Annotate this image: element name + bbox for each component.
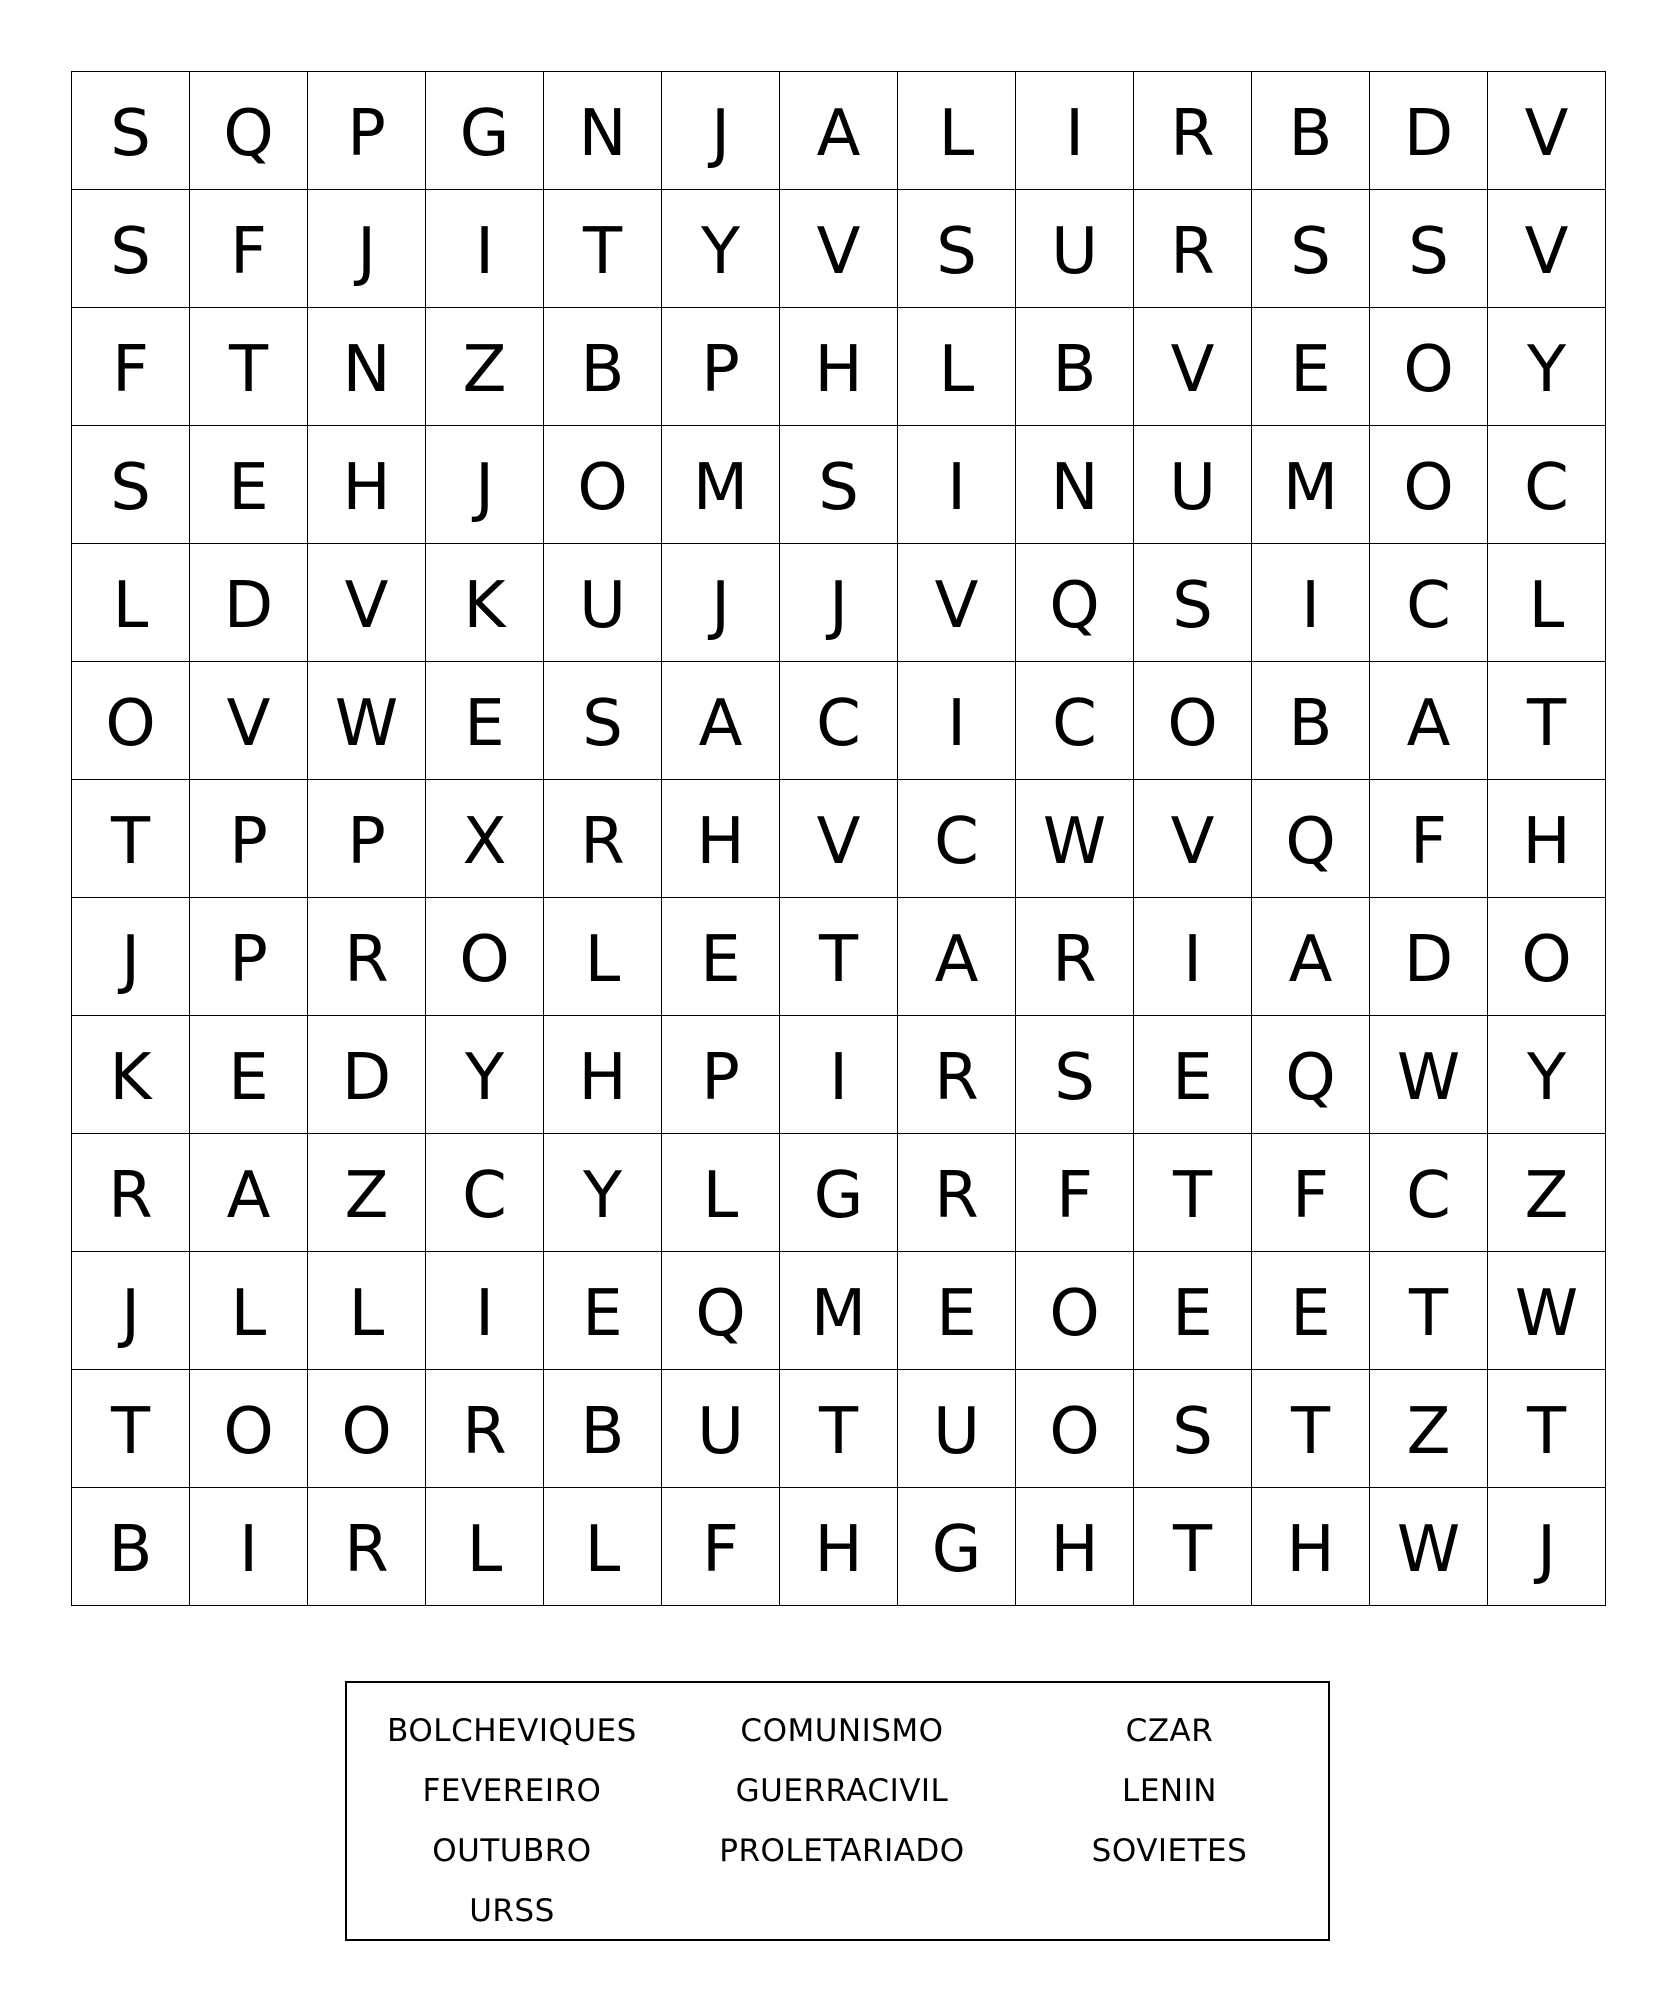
grid-cell[interactable]: Y [426,1016,544,1134]
letter-grid [71,71,1606,1606]
grid-cell[interactable]: V [190,662,308,780]
grid-cell[interactable]: I [1016,72,1134,190]
grid-cell[interactable]: R [898,1134,1016,1252]
grid-cell[interactable]: N [308,308,426,426]
word-list-box [345,1681,1330,1941]
word-list-item: GUERRACIVIL [735,1773,949,1809]
grid-cell[interactable]: B [1252,662,1370,780]
grid-cell[interactable]: H [780,308,898,426]
grid-cell[interactable]: Q [190,72,308,190]
grid-cell[interactable]: A [780,72,898,190]
grid-cell[interactable]: O [308,1370,426,1488]
grid-cell[interactable]: C [1488,426,1606,544]
grid-cell[interactable]: Y [1488,1016,1606,1134]
grid-cell[interactable]: Q [1252,780,1370,898]
grid-cell[interactable]: O [1016,1252,1134,1370]
grid-cell[interactable]: H [662,780,780,898]
grid-cell[interactable]: T [780,1370,898,1488]
grid-cell[interactable]: H [1016,1488,1134,1606]
grid-cell[interactable]: J [662,544,780,662]
grid-cell[interactable]: I [898,662,1016,780]
grid-cell[interactable]: T [1252,1370,1370,1488]
grid-cell[interactable]: J [426,426,544,544]
grid-cell[interactable]: R [898,1016,1016,1134]
grid-cell[interactable]: A [1252,898,1370,1016]
grid-cell[interactable]: W [1016,780,1134,898]
grid-cell[interactable]: S [72,426,190,544]
grid-cell[interactable]: O [426,898,544,1016]
grid-cell[interactable]: H [308,426,426,544]
grid-cell[interactable]: K [426,544,544,662]
grid-cell[interactable]: J [308,190,426,308]
grid-cell[interactable]: R [72,1134,190,1252]
grid-cell[interactable]: A [1370,662,1488,780]
grid-cell[interactable]: S [544,662,662,780]
grid-cell[interactable]: Q [662,1252,780,1370]
grid-cell[interactable]: I [1134,898,1252,1016]
grid-cell[interactable]: S [1252,190,1370,308]
grid-cell[interactable]: T [1488,1370,1606,1488]
grid-cell[interactable]: V [898,544,1016,662]
grid-cell[interactable]: J [662,72,780,190]
grid-cell[interactable]: Z [1370,1370,1488,1488]
grid-cell[interactable]: S [1016,1016,1134,1134]
grid-cell[interactable]: C [1016,662,1134,780]
grid-cell[interactable]: L [544,1488,662,1606]
grid-cell[interactable]: T [190,308,308,426]
grid-cell[interactable]: L [72,544,190,662]
grid-cell[interactable]: I [898,426,1016,544]
grid-cell[interactable]: T [1134,1488,1252,1606]
grid-cell[interactable]: H [544,1016,662,1134]
grid-cell[interactable]: Q [1252,1016,1370,1134]
grid-cell[interactable]: C [898,780,1016,898]
grid-cell[interactable]: T [780,898,898,1016]
grid-cell[interactable]: L [426,1488,544,1606]
word-list-item: LENIN [1122,1773,1217,1809]
grid-cell[interactable]: O [190,1370,308,1488]
grid-cell[interactable]: V [1134,780,1252,898]
grid-cell[interactable]: G [426,72,544,190]
grid-cell[interactable]: Z [1488,1134,1606,1252]
grid-cell[interactable]: V [1488,190,1606,308]
grid-cell[interactable]: T [544,190,662,308]
grid-cell[interactable]: V [780,190,898,308]
grid-cell[interactable]: E [1252,308,1370,426]
word-list-item: URSS [469,1893,555,1929]
grid-cell[interactable]: I [190,1488,308,1606]
grid-cell[interactable]: A [662,662,780,780]
grid-cell[interactable]: J [72,1252,190,1370]
grid-cell[interactable]: W [1370,1016,1488,1134]
grid-cell[interactable]: P [662,1016,780,1134]
grid-cell[interactable]: W [1370,1488,1488,1606]
grid-cell[interactable]: D [1370,72,1488,190]
grid-cell[interactable]: E [426,662,544,780]
grid-cell[interactable]: T [1488,662,1606,780]
grid-cell[interactable]: R [1134,190,1252,308]
grid-cell[interactable]: S [898,190,1016,308]
grid-cell[interactable]: Z [426,308,544,426]
word-list-item: SOVIETES [1091,1833,1248,1869]
grid-cell[interactable]: Y [662,190,780,308]
word-list-item: CZAR [1125,1713,1214,1749]
grid-cell[interactable]: R [426,1370,544,1488]
grid-cell[interactable]: H [1488,780,1606,898]
grid-cell[interactable]: U [898,1370,1016,1488]
grid-cell[interactable]: T [72,780,190,898]
grid-cell[interactable]: I [780,1016,898,1134]
grid-cell[interactable]: T [1134,1134,1252,1252]
grid-cell[interactable]: P [190,898,308,1016]
grid-cell[interactable]: Y [1488,308,1606,426]
word-list-item: COMUNISMO [740,1713,944,1749]
grid-cell[interactable]: J [1488,1488,1606,1606]
grid-cell[interactable]: V [780,780,898,898]
grid-cell[interactable]: U [1016,190,1134,308]
grid-cell[interactable]: T [1370,1252,1488,1370]
grid-cell[interactable]: F [190,190,308,308]
grid-cell[interactable]: G [898,1488,1016,1606]
grid-cell[interactable]: I [1252,544,1370,662]
grid-cell[interactable]: F [72,308,190,426]
grid-cell[interactable]: B [1252,72,1370,190]
grid-cell[interactable]: U [662,1370,780,1488]
word-list-item: FEVEREIRO [422,1773,602,1809]
grid-cell[interactable]: N [544,72,662,190]
word-list-item: BOLCHEVIQUES [387,1713,637,1749]
grid-cell[interactable]: P [308,780,426,898]
grid-cell[interactable]: E [1134,1252,1252,1370]
grid-cell[interactable]: S [72,190,190,308]
grid-cell[interactable]: K [72,1016,190,1134]
grid-cell[interactable]: Q [1016,544,1134,662]
grid-cell[interactable]: O [72,662,190,780]
grid-cell[interactable]: C [1370,544,1488,662]
grid-cell[interactable]: E [544,1252,662,1370]
grid-cell[interactable]: A [898,898,1016,1016]
grid-cell[interactable]: M [662,426,780,544]
grid-cell[interactable]: L [662,1134,780,1252]
grid-cell[interactable]: R [308,1488,426,1606]
word-list [347,1701,1328,1941]
grid-cell[interactable]: B [1016,308,1134,426]
grid-cell[interactable]: H [1252,1488,1370,1606]
grid-cell[interactable]: L [308,1252,426,1370]
grid-cell[interactable]: E [1134,1016,1252,1134]
grid-cell[interactable]: R [1134,72,1252,190]
grid-cell[interactable]: W [308,662,426,780]
grid-cell[interactable]: I [426,1252,544,1370]
grid-cell[interactable]: W [1488,1252,1606,1370]
grid-cell[interactable]: L [190,1252,308,1370]
grid-cell[interactable]: J [72,898,190,1016]
grid-cell[interactable]: B [544,308,662,426]
grid-cell[interactable]: U [544,544,662,662]
grid-cell[interactable]: E [898,1252,1016,1370]
grid-cell[interactable]: Y [544,1134,662,1252]
grid-cell[interactable]: A [190,1134,308,1252]
grid-cell[interactable]: H [780,1488,898,1606]
grid-cell[interactable]: R [308,898,426,1016]
grid-cell[interactable]: O [1488,898,1606,1016]
grid-cell[interactable]: Z [308,1134,426,1252]
grid-cell[interactable]: S [1134,544,1252,662]
grid-cell[interactable]: P [308,72,426,190]
grid-cell[interactable]: V [1488,72,1606,190]
grid-cell[interactable]: C [426,1134,544,1252]
grid-cell[interactable]: L [898,72,1016,190]
grid-cell[interactable]: S [1370,190,1488,308]
grid-cell[interactable]: F [1252,1134,1370,1252]
grid-cell[interactable]: R [544,780,662,898]
grid-cell[interactable]: D [1370,898,1488,1016]
grid-cell[interactable]: F [662,1488,780,1606]
grid-cell[interactable]: N [1016,426,1134,544]
grid-cell[interactable]: S [780,426,898,544]
grid-cell[interactable]: D [308,1016,426,1134]
grid-cell[interactable]: E [662,898,780,1016]
grid-cell[interactable]: M [1252,426,1370,544]
grid-cell[interactable]: O [544,426,662,544]
word-list-item: OUTUBRO [432,1833,592,1869]
grid-cell[interactable]: B [72,1488,190,1606]
grid-cell[interactable]: F [1370,780,1488,898]
grid-cell[interactable]: X [426,780,544,898]
grid-cell[interactable]: M [780,1252,898,1370]
grid-cell[interactable]: P [190,780,308,898]
grid-cell[interactable]: L [898,308,1016,426]
grid-cell[interactable]: S [72,72,190,190]
grid-cell[interactable]: D [190,544,308,662]
grid-cell[interactable]: O [1134,662,1252,780]
grid-cell[interactable]: E [1252,1252,1370,1370]
grid-cell[interactable]: E [190,1016,308,1134]
word-list-item: PROLETARIADO [719,1833,965,1869]
grid-cell[interactable]: G [780,1134,898,1252]
grid-cell[interactable]: B [544,1370,662,1488]
grid-cell[interactable]: V [308,544,426,662]
grid-cell[interactable]: F [1016,1134,1134,1252]
grid-cell[interactable]: E [190,426,308,544]
grid-cell[interactable]: P [662,308,780,426]
grid-cell[interactable]: I [426,190,544,308]
grid-cell[interactable]: O [1016,1370,1134,1488]
grid-cell[interactable]: C [1370,1134,1488,1252]
grid-cell[interactable]: R [1016,898,1134,1016]
grid-cell[interactable]: V [1134,308,1252,426]
grid-cell[interactable]: O [1370,308,1488,426]
grid-cell[interactable]: L [1488,544,1606,662]
grid-cell[interactable]: U [1134,426,1252,544]
grid-cell[interactable]: C [780,662,898,780]
grid-cell[interactable]: L [544,898,662,1016]
grid-cell[interactable]: T [72,1370,190,1488]
grid-cell[interactable]: S [1134,1370,1252,1488]
grid-cell[interactable]: J [780,544,898,662]
grid-cell[interactable]: O [1370,426,1488,544]
